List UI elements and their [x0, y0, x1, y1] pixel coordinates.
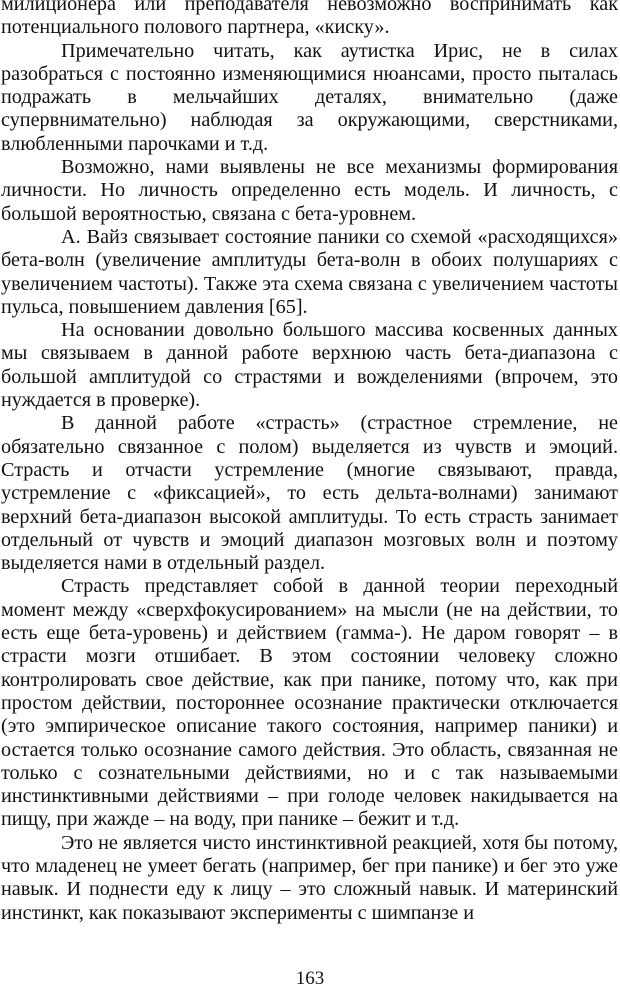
paragraph-instinct: Это не является чисто инстинктивной реакцией, хотя бы потому, что младенец не умеет бегать (например, бег при панике) и бег это уже навык. И поднести еду к лицу – это сложный навык. И материнский инстинкт, как показывают эксперименты с шимпанзе и — [1, 831, 618, 924]
paragraph-panic: А. Вайз связывает состояние паники со схемой «расходящихся» бета-волн (увеличение амплитуды бета-волн в обоих полушариях с увеличением частоты). Также эта схема связана с увеличением частоты пульса, повышением давления [65]. — [1, 225, 618, 318]
body-text — [1, 0, 618, 925]
paragraph-beta-range: На основании довольно большого массива косвенных данных мы связываем в данной работе верхнюю часть бета-диапазона с большой амплитудой со страстями и вожделениями (впрочем, это нуждается в проверке). — [1, 319, 618, 412]
page-number: 163 — [295, 968, 325, 989]
paragraph-personality: Возможно, нами выявлены не все механизмы формирования личности. Но личность определенно есть модель. И личность, с большой вероятностью, связана с бета-уровнем. — [1, 156, 618, 225]
paragraph-continued: милиционера или преподавателя невозможно воспринимать как потенциального полового партнера, «киску». — [1, 0, 618, 39]
paragraph-passion: В данной работе «страсть» (страстное стремление, не обязательно связанное с полом) выделяется из чувств и эмоций. Страсть и отчасти устремление (многие связывают, правда, устремление с «фиксацией», то есть дельта-волнами) занимают верхний бета-диапазон высокой амплитуды. То есть страсть занимает отдельный от чувств и эмоций диапазон мозговых волн и поэтому выделяется нами в отдельный раздел. — [1, 412, 618, 575]
paragraph-iris: Примечательно читать, как аутистка Ирис, не в силах разобраться с постоянно изменяющимися нюансами, просто пыталась подражать в мельчайших деталях, внимательно (даже супервнимательно) наблюдая за окружающими, сверстниками, влюбленными парочками и т.д. — [1, 39, 618, 155]
paragraph-passion-theory: Страсть представляет собой в данной теории переходный момент между «сверхфокусированием» на мысли (не на действии, то есть еще бета-уровень) и действием (гамма-). Не даром говорят – в страсти мозги отшибает. В этом состоянии человеку сложно контролировать свое действие, как при панике, потому что, как при простом действии, постороннее осознание практически отключается (это эмпирическое описание такого состояния, например паники) и остается только осознание самого действия. Это область, связанная не только с сознательными действиями, но и с так называемыми инстинктивными действиями – при голоде человек накидывается на пищу, при жажде – на воду, при панике – бежит и т.д. — [1, 575, 618, 831]
